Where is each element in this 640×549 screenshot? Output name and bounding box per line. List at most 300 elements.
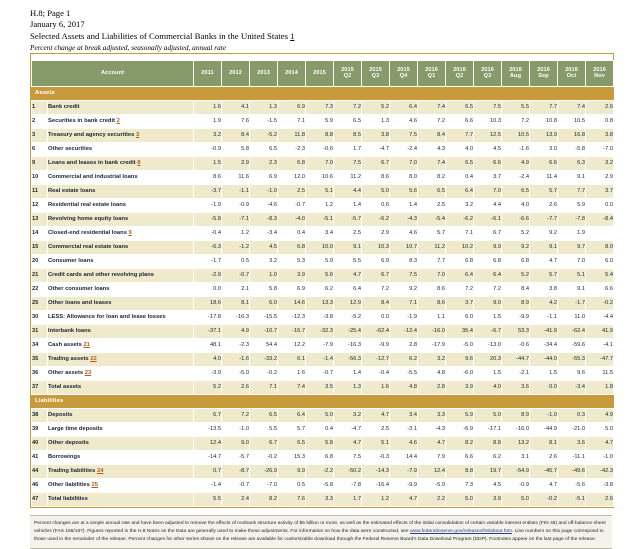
table-cell-value: -26.9 — [250, 464, 278, 478]
table-cell-value: 4.7 — [530, 478, 558, 492]
table-cell-value: 4.5 — [474, 142, 502, 156]
table-cell-value: -0.7 — [306, 366, 334, 380]
table-cell-value: -16.7 — [278, 324, 306, 338]
row-account-label: Bank credit — [48, 100, 194, 114]
table-cell-value: 9.1 — [558, 282, 586, 296]
table-cell-value: 0.8 — [586, 114, 614, 128]
table-cell-value: 1.3 — [334, 380, 362, 394]
table-cell-value: 3.2 — [446, 198, 474, 212]
table-cell-value: 5.8 — [250, 282, 278, 296]
table-cell-value: 13.2 — [502, 436, 530, 450]
table-row — [32, 310, 614, 324]
table-cell-value: 4.7 — [530, 254, 558, 268]
footnote-text-part1: Percent changes are at a simple annual rate and have been adjusted to remove the effects of nonbank structure activity of $5 billion or more, as well as the estimated effects of the initial consolidation of certain variable interest entities (FIN 46) and off-balance-sheet vehicles (FAS 166/167). Figures reported in the H.8 Notes on the Data are generally used to make these adjustments. For information on how the data were constructed, see — [34, 520, 606, 534]
row-footnote-ref[interactable]: 2 — [116, 117, 120, 124]
table-cell-value: 8.1 — [222, 296, 250, 310]
table-cell-value: -6.2 — [362, 212, 390, 226]
row-line-number: 21 — [32, 268, 48, 282]
table-row — [32, 478, 614, 492]
table-row — [32, 198, 614, 212]
table-cell-value: 6.0 — [250, 296, 278, 310]
title-footnote-ref[interactable]: 1 — [290, 31, 295, 41]
table-cell-value: -0.2 — [250, 366, 278, 380]
table-cell-value: 7.9 — [418, 450, 446, 464]
table-row — [32, 352, 614, 366]
table-cell-value: -4.4 — [586, 310, 614, 324]
table-cell-value: 4.7 — [390, 492, 418, 506]
table-cell-value: -17.1 — [474, 422, 502, 436]
table-cell-value: 13.9 — [530, 128, 558, 142]
table-row — [32, 282, 614, 296]
table-cell-value: -6.9 — [446, 422, 474, 436]
row-line-number: 13 — [32, 212, 48, 226]
table-cell-value: 4.7 — [418, 436, 446, 450]
column-header-2011: 2011 — [194, 60, 222, 86]
table-cell-value: 1.5 — [194, 156, 222, 170]
table-cell-value: 5.2 — [502, 268, 530, 282]
row-account-label: Commercial real estate loans — [48, 240, 194, 254]
table-cell-value: 8.1 — [530, 436, 558, 450]
table-cell-value: 0.4 — [306, 422, 334, 436]
table-cell-value: 1.5 — [530, 366, 558, 380]
column-header-2016-sep: 2016 Sep — [530, 60, 558, 86]
table-cell-value: -2.4 — [390, 142, 418, 156]
table-cell-value: 7.3 — [446, 478, 474, 492]
row-footnote-ref[interactable]: 23 — [84, 369, 92, 376]
table-row — [32, 338, 614, 352]
table-cell-value: 4.0 — [194, 352, 222, 366]
table-cell-value: 6.5 — [502, 184, 530, 198]
table-cell-value: 1.2 — [222, 226, 250, 240]
row-account-label: Residential real estate loans — [48, 198, 194, 212]
table-cell-value: 0.0 — [530, 380, 558, 394]
table-cell-value: 6.8 — [278, 156, 306, 170]
table-cell-value: 7.5 — [390, 268, 418, 282]
table-cell-value: 8.9 — [502, 408, 530, 422]
row-footnote-ref[interactable]: 3 — [135, 131, 140, 138]
table-cell-value: -59.6 — [558, 338, 586, 352]
row-account-label: Other securities — [48, 142, 194, 156]
table-cell-value: 6.0 — [586, 254, 614, 268]
table-cell-value: 3.2 — [250, 254, 278, 268]
table-cell-value: 6.2 — [390, 352, 418, 366]
table-cell-value: 3.9 — [278, 268, 306, 282]
table-cell-value: 3.5 — [306, 380, 334, 394]
table-cell-value: 8.4 — [502, 282, 530, 296]
table-cell-value: -1.0 — [530, 408, 558, 422]
table-cell-value: 0.0 — [194, 282, 222, 296]
table-cell-value: -1.9 — [390, 310, 418, 324]
table-cell-value: -17.8 — [194, 310, 222, 324]
table-cell-value: 7.7 — [418, 254, 446, 268]
table-cell-value: -13.5 — [194, 422, 222, 436]
row-line-number: 10 — [32, 170, 48, 184]
table-cell-value: 5.0 — [474, 408, 502, 422]
table-cell-value: 6.4 — [278, 408, 306, 422]
table-cell-value: 1.4 — [334, 366, 362, 380]
table-cell-value: 6.7 — [250, 436, 278, 450]
table-cell-value: 8.6 — [418, 282, 446, 296]
table-cell-value: -21.0 — [558, 422, 586, 436]
table-row — [32, 268, 614, 282]
table-cell-value: 5.7 — [530, 184, 558, 198]
footnote-link[interactable]: www.federalreserve.gov/releases/h8/about.htm — [409, 528, 512, 534]
table-cell-value: 3.9 — [446, 380, 474, 394]
table-cell-value: -4.6 — [250, 198, 278, 212]
table-cell-value: 1.5 — [474, 366, 502, 380]
table-cell-value: 0.6 — [362, 198, 390, 212]
table-row — [32, 324, 614, 338]
row-line-number: 15 — [32, 240, 48, 254]
table-cell-value: 6.8 — [474, 254, 502, 268]
table-cell-value: 7.1 — [446, 226, 474, 240]
table-cell-value: 8.9 — [502, 296, 530, 310]
table-cell-value: -56.3 — [334, 352, 362, 366]
row-account-label: Closed-end residential loans 9 — [48, 226, 194, 240]
table-cell-value: 1.6 — [194, 100, 222, 114]
table-cell-value: 5.2 — [502, 226, 530, 240]
row-account-label: Securities in bank credit 2 — [48, 114, 194, 128]
table-cell-value: -5.7 — [334, 212, 362, 226]
table-cell-value: 7.0 — [474, 184, 502, 198]
table-cell-value: 6.4 — [474, 268, 502, 282]
row-account-label: Credit cards and other revolving plans — [48, 268, 194, 282]
table-cell-value: -5.2 — [334, 310, 362, 324]
table-cell-value: 6.5 — [250, 408, 278, 422]
table-cell-value: 5.1 — [306, 184, 334, 198]
table-cell-value: -55.3 — [558, 352, 586, 366]
table-head — [32, 60, 614, 86]
table-cell-value: 4.6 — [390, 114, 418, 128]
table-cell-value: -9.9 — [502, 310, 530, 324]
table-cell-value: 5.5 — [502, 100, 530, 114]
table-cell-value: -2.3 — [278, 142, 306, 156]
table-cell-value: -7.7 — [530, 212, 558, 226]
table-cell-value: 2.4 — [222, 492, 250, 506]
column-header-2013: 2013 — [250, 60, 278, 86]
table-cell-value: 5.1 — [362, 436, 390, 450]
table-cell-value: 1.7 — [334, 142, 362, 156]
table-cell-value: 2.2 — [418, 492, 446, 506]
table-cell-value: -0.3 — [362, 450, 390, 464]
table-row — [32, 254, 614, 268]
table-cell-value: 0.7 — [194, 464, 222, 478]
table-cell-value: 5.7 — [278, 422, 306, 436]
section-title: Liabilities — [32, 394, 614, 408]
table-cell-value: 11.2 — [334, 170, 362, 184]
row-account-label: Total assets — [48, 380, 194, 394]
row-account-label: Consumer loans — [48, 254, 194, 268]
table-cell-value: 7.2 — [446, 282, 474, 296]
table-cell-value: 6.5 — [334, 114, 362, 128]
table-cell-value: 5.9 — [558, 198, 586, 212]
table-cell-value: 2.5 — [362, 422, 390, 436]
table-cell-value: 9.0 — [222, 436, 250, 450]
table-cell-value: -1.4 — [306, 352, 334, 366]
table-row — [32, 492, 614, 506]
table-cell-value: 3.7 — [474, 170, 502, 184]
table-cell-value: -0.4 — [194, 226, 222, 240]
table-cell-value: -44.9 — [530, 422, 558, 436]
table-cell-value: -7.9 — [306, 338, 334, 352]
table-cell-value: -5.8 — [306, 478, 334, 492]
table-cell-value: 5.9 — [306, 254, 334, 268]
column-header-2016-q3: 2016 Q3 — [474, 60, 502, 86]
table-cell-value: 6.8 — [306, 450, 334, 464]
table-cell-value: 8.5 — [334, 128, 362, 142]
table-cell-value: 1.1 — [418, 310, 446, 324]
table-cell-value: -4.1 — [586, 338, 614, 352]
table-cell-value: 7.4 — [278, 380, 306, 394]
table-cell-value: 6.7 — [362, 268, 390, 282]
table-cell-value: 11.0 — [558, 310, 586, 324]
table-cell-value: 2.5 — [278, 184, 306, 198]
table-cell-value: 6.7 — [474, 226, 502, 240]
table-row — [32, 408, 614, 422]
table-cell-value: -54.9 — [502, 464, 530, 478]
table-cell-value: 6.6 — [586, 282, 614, 296]
table-cell-value: 41.9 — [586, 324, 614, 338]
table-cell-value: -1.9 — [194, 198, 222, 212]
table-cell-value: 9.1 — [530, 240, 558, 254]
table-cell-value: 3.8 — [530, 282, 558, 296]
table-cell-value: -5.8 — [558, 142, 586, 156]
table-cell-value: 1.4 — [390, 198, 418, 212]
table-cell-value: -6.6 — [502, 212, 530, 226]
row-line-number: 37 — [32, 380, 48, 394]
column-header-2016-q2: 2016 Q2 — [446, 60, 474, 86]
row-line-number: 36 — [32, 366, 48, 380]
document-header — [30, 8, 612, 53]
footnote-text-part2: . Line numbers on this page correspond to those used in the remainder of the release. Percent changes for other series shown on the release are available for customizable download through the Federal Reserve Board's Data Download Program (DDP). Footnotes appear on the last page of the release. — [34, 528, 604, 542]
row-line-number: 40 — [32, 436, 48, 450]
table-cell-value: -8.4 — [586, 212, 614, 226]
table-cell-value: 10.6 — [306, 170, 334, 184]
table-cell-value: 2.9 — [362, 226, 390, 240]
table-cell-value: -4.3 — [390, 212, 418, 226]
table-cell-value: 4.9 — [502, 156, 530, 170]
table-cell-value: 4.6 — [390, 226, 418, 240]
table-cell-value: -8.3 — [250, 212, 278, 226]
table-cell-value: 8.4 — [362, 296, 390, 310]
table-cell-value: -0.2 — [586, 296, 614, 310]
row-footnote-ref[interactable]: 25 — [91, 481, 98, 488]
column-header-2015: 2015 — [306, 60, 334, 86]
table-cell-value: 8.2 — [446, 436, 474, 450]
table-row — [32, 436, 614, 450]
table-cell-value: 12.0 — [278, 170, 306, 184]
table-cell-value: -5.9 — [418, 478, 446, 492]
row-footnote-ref[interactable]: 8 — [137, 159, 141, 166]
row-line-number: 3 — [32, 128, 48, 142]
row-footnote-ref[interactable]: 24 — [96, 467, 104, 474]
table-cell-value: -3.1 — [390, 422, 418, 436]
table-row — [32, 114, 614, 128]
table-cell-value: -33.2 — [250, 352, 278, 366]
table-cell-value: 0.3 — [558, 408, 586, 422]
table-cell-value: 1.6 — [278, 366, 306, 380]
table-cell-value: -37.1 — [194, 324, 222, 338]
table-cell-value: 10.2 — [446, 240, 474, 254]
column-header-2012: 2012 — [222, 60, 250, 86]
table-cell-value: -5.0 — [222, 366, 250, 380]
table-cell-value: 8.8 — [474, 436, 502, 450]
table-cell-value: 5.7 — [418, 226, 446, 240]
column-header-2014: 2014 — [278, 60, 306, 86]
row-footnote-ref[interactable]: 22 — [90, 355, 97, 362]
table-cell-value: 5.2 — [194, 380, 222, 394]
table-cell-value: -1.7 — [194, 254, 222, 268]
table-cell-value: 5.9 — [446, 408, 474, 422]
table-cell-value: 2.6 — [222, 380, 250, 394]
table-cell-value: 5.1 — [558, 268, 586, 282]
table-cell-value: 7.1 — [390, 296, 418, 310]
table-cell-value: 12.4 — [194, 436, 222, 450]
table-cell-value: 6.7 — [194, 408, 222, 422]
table-cell-value: -42.3 — [586, 464, 614, 478]
table-cell-value: -50.2 — [334, 464, 362, 478]
table-cell-value: 5.3 — [278, 254, 306, 268]
table-cell-value: 7.6 — [278, 492, 306, 506]
table-cell-value: 4.5 — [474, 478, 502, 492]
table-cell-value: 13.3 — [306, 296, 334, 310]
table-cell-value: 7.0 — [418, 268, 446, 282]
table-cell-value: 3.2 — [418, 352, 446, 366]
table-cell-value: 3.3 — [306, 492, 334, 506]
table-cell-value: 7.1 — [250, 380, 278, 394]
table-cell-value: 5.0 — [306, 408, 334, 422]
table-cell-value: 9.2 — [502, 240, 530, 254]
table-cell-value: 3.6 — [502, 380, 530, 394]
page-title-text: Selected Assets and Liabilities of Commercial Banks in the United States — [30, 30, 288, 41]
table-cell-value: 9.1 — [334, 240, 362, 254]
table-row — [32, 422, 614, 436]
row-account-label: LESS: Allowance for loan and lease losses — [48, 310, 194, 324]
row-line-number: 20 — [32, 254, 48, 268]
table-cell-value: 10.3 — [362, 240, 390, 254]
table-cell-value: 3.2 — [194, 128, 222, 142]
table-cell-value: 7.7 — [530, 100, 558, 114]
table-cell-value: 6.2 — [474, 450, 502, 464]
table-cell-value: -6.1 — [474, 212, 502, 226]
table-cell-value: 4.7 — [586, 436, 614, 450]
table-cell-value: -3.4 — [250, 226, 278, 240]
table-cell-value: 7.4 — [558, 100, 586, 114]
row-footnote-ref[interactable]: 21 — [83, 341, 90, 348]
table-cell-value: 5.5 — [250, 422, 278, 436]
table-cell-value: 4.0 — [474, 380, 502, 394]
table-cell-value: 5.0 — [362, 184, 390, 198]
table-cell-value: -1.0 — [586, 450, 614, 464]
table-cell-value: 1.5 — [474, 310, 502, 324]
table-cell-value: 7.1 — [278, 114, 306, 128]
table-cell-value: 11.5 — [586, 366, 614, 380]
row-line-number: 35 — [32, 352, 48, 366]
row-line-number: 6 — [32, 142, 48, 156]
table-cell-value: -7.0 — [250, 478, 278, 492]
table-cell-value: 6.4 — [446, 184, 474, 198]
table-cell-value: -49.6 — [558, 464, 586, 478]
row-footnote-ref[interactable]: 9 — [128, 229, 132, 236]
table-cell-value: -9.9 — [390, 478, 418, 492]
table-cell-value: 7.0 — [390, 156, 418, 170]
table-cell-value: 6.5 — [418, 184, 446, 198]
table-cell-value: 4.2 — [530, 296, 558, 310]
table-cell-value: -2.2 — [306, 464, 334, 478]
table-cell-value: 5.5 — [334, 254, 362, 268]
row-line-number: 12 — [32, 198, 48, 212]
table-cell-value: 6.6 — [446, 450, 474, 464]
row-account-label: Other deposits — [48, 436, 194, 450]
table-cell-value: -3.9 — [194, 366, 222, 380]
table-cell-value: -3.4 — [558, 380, 586, 394]
table-cell-value: 9.0 — [474, 296, 502, 310]
table-cell-value: 6.5 — [250, 142, 278, 156]
page-title — [30, 31, 612, 43]
table-cell-value: 2.3 — [250, 156, 278, 170]
row-line-number: 9 — [32, 156, 48, 170]
table-cell-value: 7.2 — [418, 114, 446, 128]
table-cell-value: 7.2 — [334, 100, 362, 114]
table-cell-value: 7.3 — [306, 100, 334, 114]
table-cell-value: 11.6 — [222, 170, 250, 184]
table-cell-value: -1.7 — [558, 296, 586, 310]
table-cell-value: -5.8 — [194, 212, 222, 226]
table-cell-value: 2.8 — [390, 338, 418, 352]
table-cell-value: 11.8 — [278, 128, 306, 142]
table-cell-value: 7.7 — [558, 184, 586, 198]
table-cell-value: 7.2 — [502, 114, 530, 128]
table-cell-value: -7.9 — [390, 464, 418, 478]
row-line-number: 14 — [32, 226, 48, 240]
table-cell-value: 20.3 — [474, 352, 502, 366]
table-cell-value: 8.8 — [306, 128, 334, 142]
table-cell-value: -15.5 — [250, 310, 278, 324]
header-line-date: January 6, 2017 — [30, 19, 85, 30]
table-cell-value: -62.4 — [362, 324, 390, 338]
table-cell-value: 2.6 — [586, 492, 614, 506]
table-cell-value: 14.4 — [390, 450, 418, 464]
table-body — [32, 86, 614, 506]
table-cell-value: -44.0 — [530, 352, 558, 366]
row-account-label: Other liabilities 25 — [48, 478, 194, 492]
data-table-wrapper — [30, 53, 614, 508]
table-cell-value: 11.2 — [418, 240, 446, 254]
table-cell-value: 15.3 — [278, 450, 306, 464]
row-account-label: Loans and leases in bank credit 8 — [48, 156, 194, 170]
table-row — [32, 170, 614, 184]
table-cell-value: 7.2 — [474, 282, 502, 296]
table-cell-value: -14.7 — [194, 450, 222, 464]
table-cell-value: -11.1 — [558, 450, 586, 464]
table-cell-value: 3.8 — [362, 128, 390, 142]
table-cell-value: 8.6 — [362, 170, 390, 184]
table-cell-value: -44.7 — [502, 352, 530, 366]
table-cell-value: 6.8 — [446, 254, 474, 268]
table-cell-value: 16.8 — [558, 128, 586, 142]
table-cell-value: -2.9 — [194, 268, 222, 282]
table-cell-value: 2.6 — [530, 450, 558, 464]
table-cell-value: 0.5 — [278, 478, 306, 492]
row-line-number: 44 — [32, 464, 48, 478]
table-cell-value: -7.8 — [558, 212, 586, 226]
table-cell-value: 10.5 — [502, 128, 530, 142]
table-cell-value: -1.6 — [502, 142, 530, 156]
table-cell-value: 0.4 — [278, 226, 306, 240]
table-cell-value: -4.0 — [278, 212, 306, 226]
table-cell-value: -6.0 — [446, 366, 474, 380]
table-cell-value: 0.0 — [586, 198, 614, 212]
